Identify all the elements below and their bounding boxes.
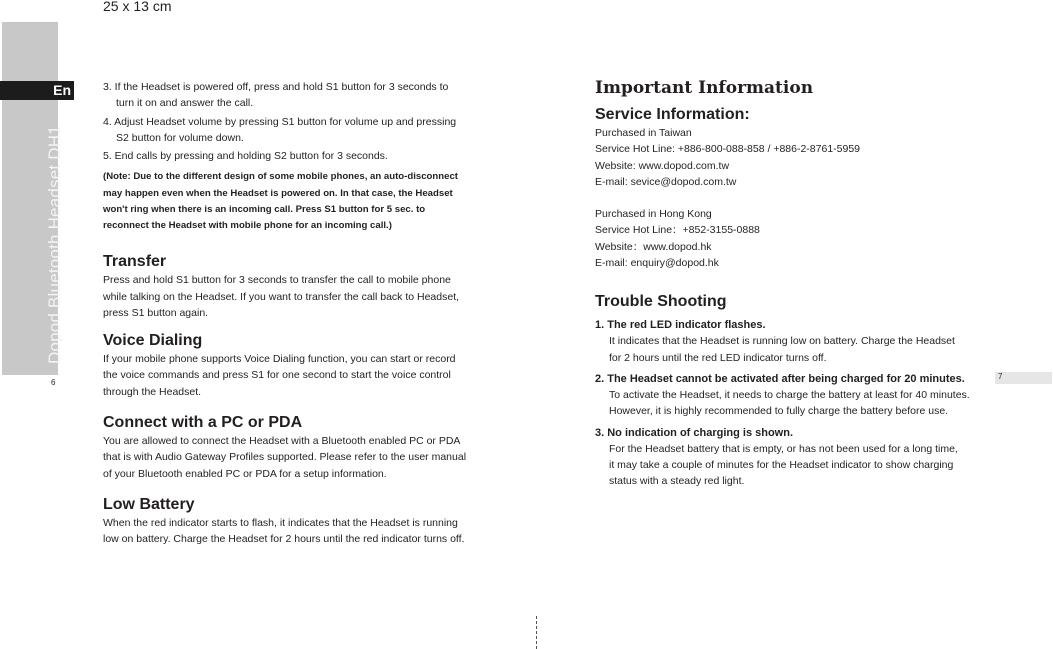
heading-transfer: Transfer	[103, 253, 167, 271]
heading-voice-dialing: Voice Dialing	[103, 332, 203, 350]
taiwan-contact: Purchased in Taiwan Service Hot Line: +886-800-088-858 / +886-2-8761-5959 Website: www.dopod.com.tw E-mail: sevice@dopod.com.tw	[595, 127, 861, 188]
step-5: 5. End calls by pressing and holding S2 button for 3 seconds.	[103, 150, 388, 163]
heading-trouble-shooting: Trouble Shooting	[595, 293, 727, 311]
connect-text: You are allowed to connect the Headset with a Bluetooth enabled PC or PDA that is with Audio Gateway Profiles supported. Please refer to the user manual of your Bluetooth enabled PC or PDA for a setup information.	[103, 435, 467, 480]
center-fold-line	[536, 616, 537, 649]
hongkong-contact: Purchased in Hong Kong Service Hot Line：+852-3155-0888 Website：www.dopod.hk E-mail: enquiry@dopod.hk	[595, 208, 760, 270]
heading-service-info: Service Information:	[595, 106, 750, 123]
heading-connect-pc-pda: Connect with a PC or PDA	[103, 414, 303, 432]
left-page	[103, 79, 503, 548]
language-tab	[0, 81, 74, 100]
transfer-text: Press and hold S1 button for 3 seconds to transfer the call to mobile phone while talking on the Headset. If you want to transfer the call back to Headset, press S1 button again.	[103, 274, 460, 319]
page-number-right-box	[995, 372, 1052, 384]
trouble-item-2: 2. The Headset cannot be activated after being charged for 20 minutes. To activate the Headset, it needs to charge the battery at least for 40 minutes. However, it is highly recommended to fully charge the battery before use.	[595, 372, 970, 418]
size-label: 25 x 13 cm	[103, 0, 172, 14]
trouble-item-1: 1. The red LED indicator flashes. It indicates that the Headset is running low on battery. Charge the Headset for 2 hours until the red LED indicator turns off.	[595, 319, 955, 364]
voice-dialing-text: If your mobile phone supports Voice Dialing function, you can start or record the voice commands and press S1 for one second to start the voice control through the Headset.	[103, 353, 456, 398]
low-battery-text: When the red indicator starts to flash, it indicates that the Headset is running low on battery. Charge the Headset for 2 hours until the red indicator turns off.	[103, 516, 465, 546]
page-number-left: 6	[51, 378, 56, 387]
right-page	[595, 78, 995, 489]
step-4: 4. Adjust Headset volume by pressing S1 button for volume up and pressing S2 button for volume down.	[103, 115, 457, 144]
sidebar-title: Dopod Bluetooth Headset DH1	[45, 125, 64, 364]
heading-low-battery: Low Battery	[103, 495, 195, 513]
note-paragraph: (Note: Due to the different design of some mobile phones, an auto-disconnect may happen even when the Headset is powered on. In that case, the Headset won't ring when there is an incoming call. Press S1 button for 5 sec. to reconnect the Headset with mobile phone for an incoming call.)	[103, 171, 458, 232]
step-3: 3. If the Headset is powered off, press and hold S1 button for 3 seconds to turn it on and answer the call.	[103, 81, 449, 110]
page-number-right: 7	[998, 372, 1003, 381]
important-info-title: Important Information	[595, 78, 814, 98]
trouble-item-3: 3. No indication of charging is shown. For the Headset battery that is empty, or has not been used for a long time, it may take a couple of minutes for the Headset indicator to show charging status with a steady red light.	[595, 426, 958, 488]
language-tab-label: En	[53, 82, 71, 98]
